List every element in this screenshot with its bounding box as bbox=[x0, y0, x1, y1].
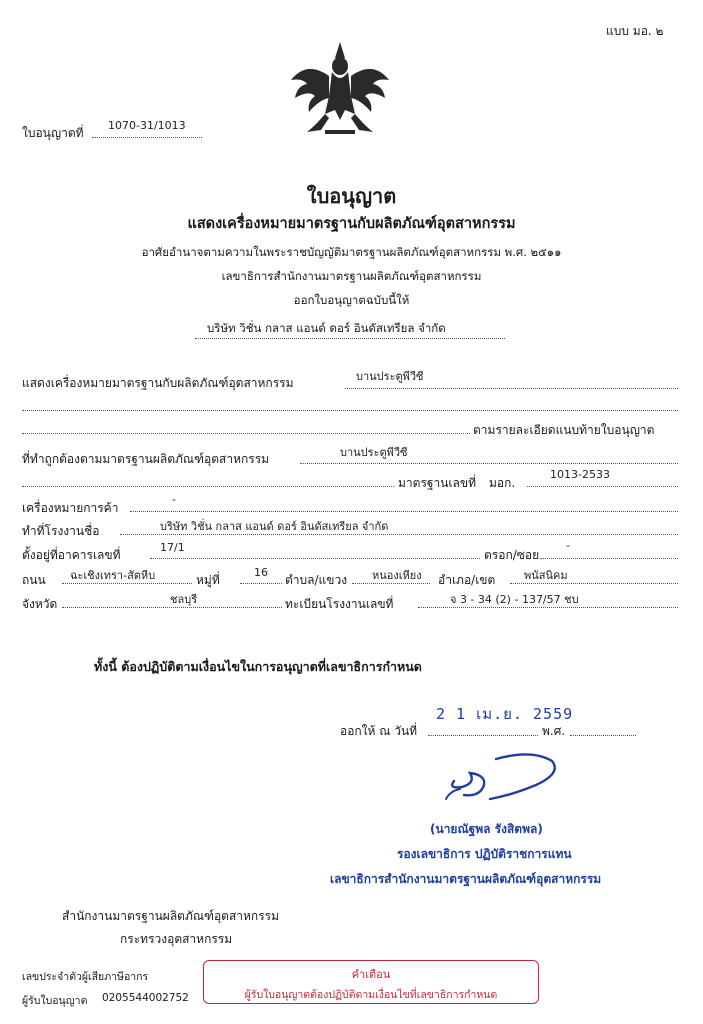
factory-registration-value: จ 3 - 34 (2) - 137/57 ชบ bbox=[450, 593, 579, 606]
tax-id-label-line2: ผู้รับใบอนุญาต bbox=[22, 995, 88, 1007]
road-value: ฉะเชิงเทรา-สัตหีบ bbox=[70, 569, 156, 582]
detail-note: ตามรายละเอียดแนบท้ายใบอนุญาต bbox=[473, 423, 655, 437]
agency-name: สำนักงานมาตรฐานผลิตภัณฑ์อุตสาหกรรม bbox=[62, 909, 280, 923]
trademark-label: เครื่องหมายการค้า bbox=[22, 501, 119, 515]
product-value: บานประตูพีวีซี bbox=[356, 370, 424, 383]
district-label: อำเภอ/เขต bbox=[438, 573, 496, 587]
issued-era: พ.ศ. bbox=[542, 724, 566, 738]
alley-value: - bbox=[566, 539, 570, 552]
condition-text: ทั้งนี้ ต้องปฏิบัติตามเงื่อนไขในการอนุญาตที่เลขาธิการกำหนด bbox=[94, 659, 422, 674]
tax-id-label-line1: เลขประจำตัวผู้เสียภาษีอากร bbox=[22, 971, 149, 983]
authority-line-2: เลขาธิการสำนักงานมาตรฐานผลิตภัณฑ์อุตสาหกรรม bbox=[221, 269, 482, 283]
standard-product-value: บานประตูพีวีซี bbox=[340, 446, 408, 459]
signature bbox=[440, 745, 570, 810]
standard-number-value: 1013-2533 bbox=[550, 468, 610, 481]
warning-title: คำเตือน bbox=[351, 968, 391, 981]
warning-box bbox=[203, 960, 539, 1004]
building-number-label: ตั้งอยู่ที่อาคารเลขที่ bbox=[22, 548, 121, 562]
standard-product-label: ที่ทำถูกต้องตามมาตรฐานผลิตภัณฑ์อุตสาหกรรม bbox=[22, 452, 270, 466]
trademark-value: - bbox=[172, 493, 176, 506]
garuda-emblem-icon bbox=[285, 40, 395, 140]
page-subtitle: แสดงเครื่องหมายมาตรฐานกับผลิตภัณฑ์อุตสาหกรรม bbox=[187, 216, 516, 232]
factory-name-value: บริษัท วิชั่น กลาส แอนด์ ดอร์ อินดัสเทรียล จำกัด bbox=[160, 520, 389, 533]
license-number-label: ใบอนุญาตที่ bbox=[22, 126, 84, 140]
subdistrict-value: หนองเหียง bbox=[372, 569, 422, 582]
issued-date-stamp: 2 1 เม.ย. 2559 bbox=[436, 705, 574, 723]
province-value: ชลบุรี bbox=[170, 593, 198, 606]
moo-value: 16 bbox=[254, 566, 268, 579]
district-value: พนัสนิคม bbox=[524, 569, 568, 582]
ministry-name: กระทรวงอุตสาหกรรม bbox=[120, 932, 233, 946]
standard-number-label: มาตรฐานเลขที่ bbox=[398, 476, 477, 490]
subdistrict-label: ตำบล/แขวง bbox=[285, 573, 348, 587]
building-number-value: 17/1 bbox=[160, 541, 185, 554]
factory-name-label: ทำที่โรงงานชื่อ bbox=[22, 524, 100, 538]
road-label: ถนน bbox=[22, 573, 46, 587]
alley-label: ตรอก/ซอย bbox=[484, 548, 540, 562]
tax-id-value: 0205544002752 bbox=[102, 992, 189, 1004]
standard-number-prefix: มอก. bbox=[489, 476, 516, 490]
factory-registration-label: ทะเบียนโรงงานเลขที่ bbox=[285, 597, 394, 611]
signature-icon bbox=[440, 745, 570, 810]
authority-line-3: ออกใบอนุญาตฉบับนี้ให้ bbox=[293, 293, 410, 307]
licensee-name: บริษัท วิชั่น กลาส แอนด์ ดอร์ อินดัสเทรียล จำกัด bbox=[207, 321, 446, 335]
signatory-name: (นายณัฐพล รังสิตพล) bbox=[430, 822, 543, 836]
license-number-value: 1070-31/1013 bbox=[108, 119, 186, 132]
moo-label: หมู่ที่ bbox=[196, 573, 220, 587]
signatory-position: รองเลขาธิการ ปฏิบัติราชการแทน bbox=[397, 847, 572, 861]
page-title: ใบอนุญาต bbox=[306, 184, 397, 208]
garuda-emblem bbox=[285, 40, 395, 140]
issued-label: ออกให้ ณ วันที่ bbox=[340, 724, 418, 738]
authority-line-1: อาศัยอำนาจตามความในพระราชบัญญัติมาตรฐานผลิตภัณฑ์อุตสาหกรรม พ.ศ. ๒๕๑๑ bbox=[141, 245, 562, 259]
warning-text: ผู้รับใบอนุญาตต้องปฏิบัติตามเงื่อนไขที่เลขาธิการกำหนด bbox=[244, 989, 498, 1001]
signatory-office: เลขาธิการสำนักงานมาตรฐานผลิตภัณฑ์อุตสาหกรรม bbox=[330, 872, 602, 886]
form-code: แบบ มอ. ๒ bbox=[606, 24, 664, 38]
province-label: จังหวัด bbox=[22, 597, 58, 611]
product-label: แสดงเครื่องหมายมาตรฐานกับผลิตภัณฑ์อุตสาหกรรม bbox=[22, 376, 294, 390]
